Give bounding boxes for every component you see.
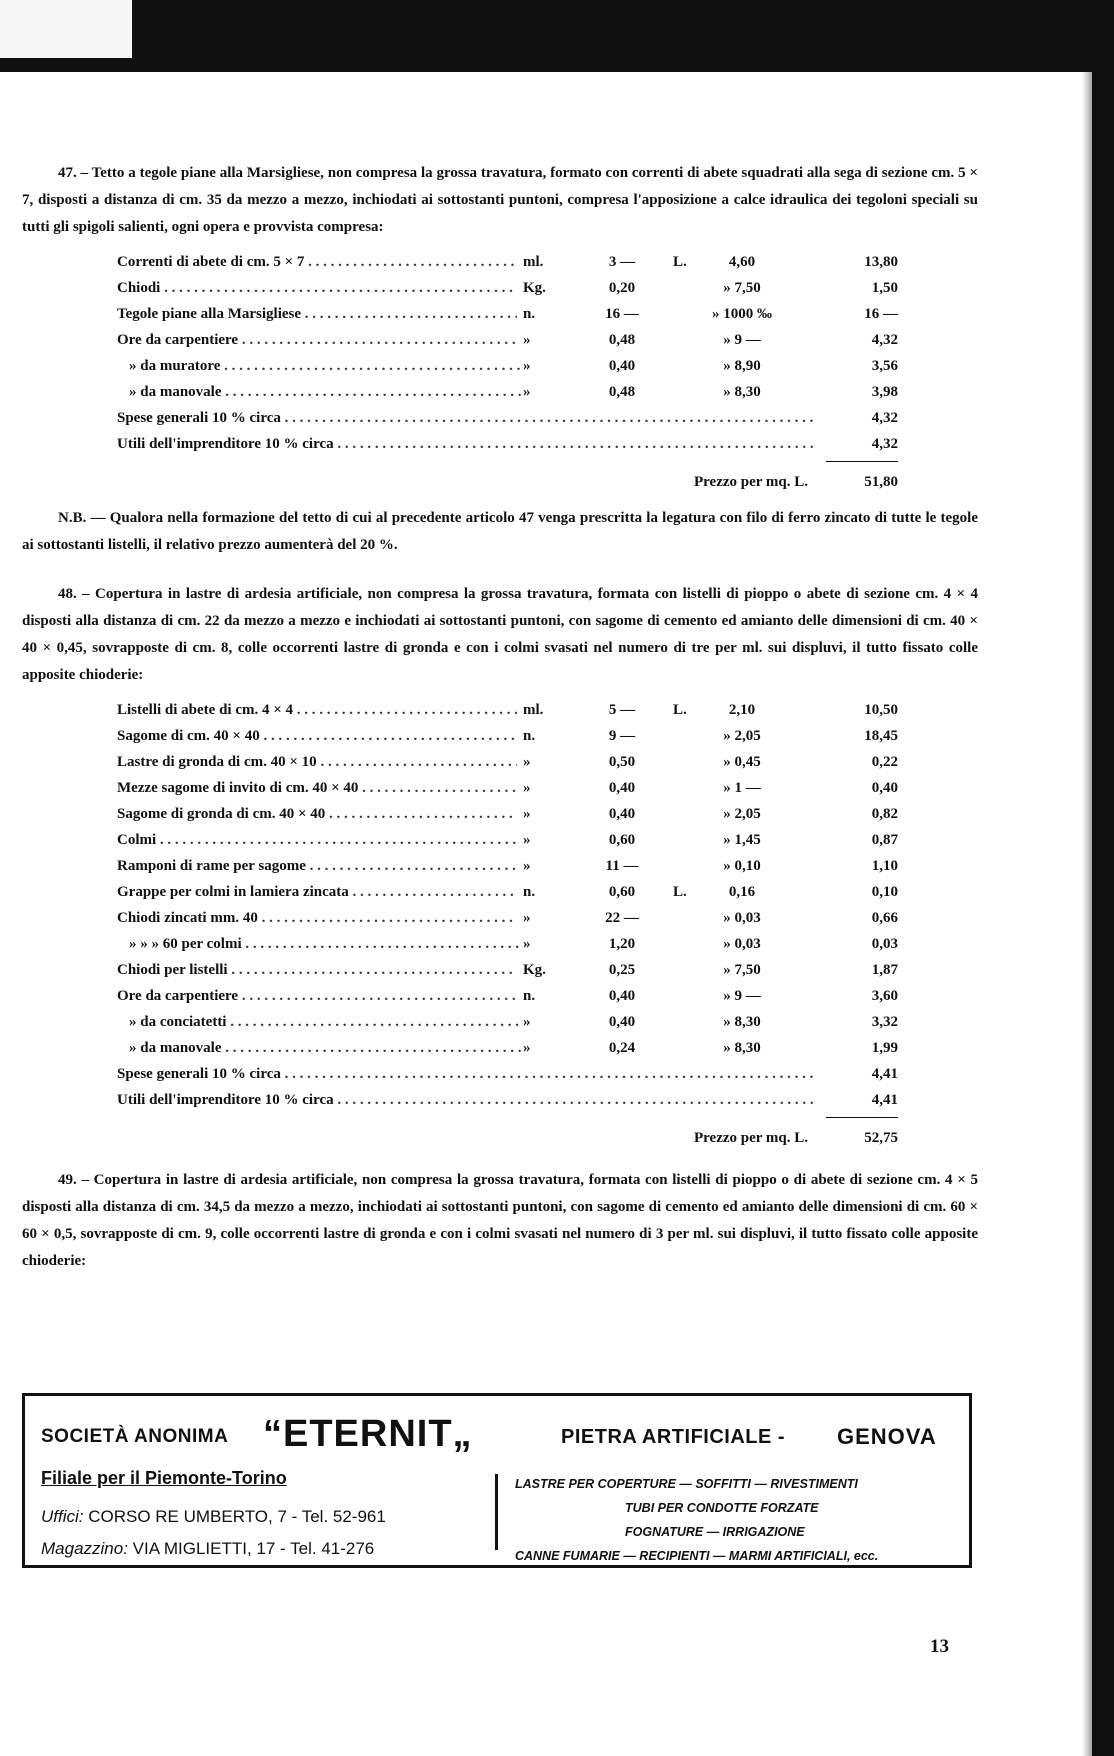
item-amount: 4,32 — [817, 405, 898, 431]
table-row — [117, 327, 898, 353]
item-unit-price: » 1000 ‰ — [697, 301, 787, 327]
item-amount: 0,22 — [817, 749, 898, 775]
total-row — [117, 1123, 898, 1153]
item-unit-price: » 1 — — [697, 775, 787, 801]
item-label: Correnti di abete di cm. 5 × 7 — [117, 254, 305, 270]
section-48-number: 48. — [58, 586, 77, 602]
item-label: Chiodi — [117, 280, 161, 296]
item-quantity: 22 — — [587, 905, 657, 931]
note-label: N.B. — [58, 510, 87, 526]
item-unit-price: » 8,30 — [697, 1009, 787, 1035]
item-amount: 4,41 — [817, 1087, 898, 1113]
ad-society: SOCIETÀ ANONIMA — [41, 1426, 229, 1447]
ad-header — [41, 1413, 959, 1455]
item-unit-price: » 0,45 — [697, 749, 787, 775]
item-amount: 3,32 — [817, 1009, 898, 1035]
item-currency: L. — [673, 879, 693, 905]
item-label: Utili dell'imprenditore 10 % circa — [117, 1092, 334, 1108]
table-row — [117, 379, 898, 405]
item-quantity: 0,48 — [587, 327, 657, 353]
item-amount: 1,10 — [817, 853, 898, 879]
item-quantity: 9 — — [587, 723, 657, 749]
item-unit: n. — [523, 723, 563, 749]
item-label: Sagome di gronda di cm. 40 × 40 — [117, 806, 326, 822]
item-label: » da manovale — [129, 384, 222, 400]
item-unit: n. — [523, 301, 563, 327]
item-label: » da muratore — [129, 358, 221, 374]
ad-city: GENOVA — [837, 1424, 937, 1449]
item-currency: L. — [673, 249, 693, 275]
item-amount: 0,03 — [817, 931, 898, 957]
table-row — [117, 905, 898, 931]
item-unit: Kg. — [523, 957, 563, 983]
item-quantity: 11 — — [587, 853, 657, 879]
item-label: Colmi — [117, 832, 157, 848]
item-amount: 10,50 — [817, 697, 898, 723]
item-quantity: 0,40 — [587, 1009, 657, 1035]
total-row — [117, 467, 898, 497]
section-49-number: 49. — [58, 1172, 77, 1188]
item-unit: » — [523, 749, 563, 775]
item-quantity: 0,48 — [587, 379, 657, 405]
table-row — [117, 1035, 898, 1061]
item-unit: » — [523, 801, 563, 827]
item-quantity: 1,20 — [587, 931, 657, 957]
item-label: Ore da carpentiere — [117, 988, 239, 1004]
table-row — [117, 431, 898, 457]
section-47-description: – Tetto a tegole piane alla Marsigliese, non compresa la grossa travatura, formato con correnti di abete squadrati alla sega di sezione cm. 5 × 7, disposti a distanza di cm. 35 da mezzo a mezzo, inchiodati ai sottostanti puntoni, compresa l'apposizione a calce idraulica dei tegoloni speciali su tutti gli spigoli salienti, ogni opera e provvista compresa: — [22, 165, 978, 235]
item-unit-price: 2,10 — [697, 697, 787, 723]
item-amount: 0,10 — [817, 879, 898, 905]
item-amount: 1,87 — [817, 957, 898, 983]
section-47-text — [22, 160, 978, 241]
item-unit-price: » 8,30 — [697, 379, 787, 405]
item-amount: 13,80 — [817, 249, 898, 275]
table-row — [117, 723, 898, 749]
item-label: Spese generali 10 % circa — [117, 410, 281, 426]
item-unit-price: » 9 — — [697, 983, 787, 1009]
item-quantity: 3 — — [587, 249, 657, 275]
total-label: Prezzo per mq. L. — [693, 1130, 808, 1146]
item-amount: 18,45 — [817, 723, 898, 749]
table-row — [117, 405, 898, 431]
item-unit: » — [523, 1009, 563, 1035]
ad-warehouse-address: VIA MIGLIETTI, 17 - Tel. 41-276 — [127, 1539, 375, 1558]
note-description: — Qualora nella formazione del tetto di cui al precedente articolo 47 venga prescritta la legatura con filo di ferro zincato di tutte le tegole ai sottostanti listelli, il relativo prezzo aumenterà del 20 %. — [22, 510, 978, 553]
ad-offices-label: Uffici: — [41, 1507, 84, 1526]
ad-product-line: FOGNATURE — IRRIGAZIONE — [625, 1525, 805, 1539]
total-value: 51,80 — [864, 474, 898, 490]
section-48-cost-table — [117, 697, 898, 1153]
item-unit: » — [523, 905, 563, 931]
table-row — [117, 275, 898, 301]
item-quantity: 0,50 — [587, 749, 657, 775]
table-row — [117, 697, 898, 723]
ad-branch: Filiale per il Piemonte-Torino — [41, 1468, 287, 1488]
item-amount: 0,40 — [817, 775, 898, 801]
item-amount: 4,32 — [817, 431, 898, 457]
item-label: » da manovale — [129, 1040, 222, 1056]
table-row — [117, 853, 898, 879]
ad-warehouse — [41, 1533, 481, 1565]
item-quantity: 16 — — [587, 301, 657, 327]
table-row — [117, 1009, 898, 1035]
item-unit: » — [523, 379, 563, 405]
item-label: Sagome di cm. 40 × 40 — [117, 728, 260, 744]
item-amount: 3,98 — [817, 379, 898, 405]
item-label: Ramponi di rame per sagome — [117, 858, 306, 874]
note-text — [22, 505, 978, 559]
item-unit-price: » 2,05 — [697, 723, 787, 749]
item-quantity: 0,40 — [587, 801, 657, 827]
table-row — [117, 301, 898, 327]
ad-brand-logo: “ETERNIT„ — [263, 1413, 473, 1455]
section-48-description: – Copertura in lastre di ardesia artificiale, non compresa la grossa travatura, formata con listelli di pioppo o abete di sezione cm. 4 × 4 disposti alla distanza di cm. 22 da mezzo a mezzo e inchiodati ai sottostanti puntoni, con sagome di cemento ed amianto delle dimensioni di cm. 40 × 40 × 0,45, sovrapposte di cm. 8, colle occorrenti lastre di gronda e con i colmi svasati nel numero di tre per ml. sui displuvi, il tutto fissato colle apposite chioderie: — [22, 586, 978, 683]
item-label: Tegole piane alla Marsigliese — [117, 306, 302, 322]
ad-product-line: TUBI PER CONDOTTE FORZATE — [625, 1501, 819, 1515]
item-label: Mezze sagome di invito di cm. 40 × 40 — [117, 780, 359, 796]
item-label: Ore da carpentiere — [117, 332, 239, 348]
table-row — [117, 1087, 898, 1113]
item-quantity: 0,60 — [587, 879, 657, 905]
page-content — [22, 160, 978, 1275]
table-row — [117, 931, 898, 957]
item-label: Chiodi zincati mm. 40 — [117, 910, 258, 926]
item-label: » da conciatetti — [129, 1014, 227, 1030]
table-row — [117, 749, 898, 775]
ad-product: PIETRA ARTIFICIALE - — [561, 1426, 786, 1448]
item-unit: » — [523, 853, 563, 879]
item-unit: » — [523, 827, 563, 853]
ad-offices — [41, 1501, 481, 1533]
item-unit: n. — [523, 983, 563, 1009]
ad-offices-address: CORSO RE UMBERTO, 7 - Tel. 52-961 — [83, 1507, 386, 1526]
table-row — [117, 957, 898, 983]
table-row — [117, 1061, 898, 1087]
item-label: Chiodi per listelli — [117, 962, 228, 978]
item-amount: 1,50 — [817, 275, 898, 301]
item-amount: 4,41 — [817, 1061, 898, 1087]
scan-top-border — [0, 0, 1114, 72]
scan-top-notch — [0, 0, 132, 58]
item-unit: » — [523, 327, 563, 353]
item-quantity: 0,40 — [587, 353, 657, 379]
item-amount: 0,87 — [817, 827, 898, 853]
section-49-description: – Copertura in lastre di ardesia artificiale, non compresa la grossa travatura, formata con listelli di pioppo o di abete di sezione cm. 4 × 5 disposti alla distanza di cm. 34,5 da mezzo a mezzo, inchiodati ai sottostanti puntoni, con sagome di cemento ed amianto delle dimensioni di cm. 60 × 60 × 0,5, sovrapposte di cm. 9, colle occorrenti lastre di gronda e con i colmi svasati nel numero di 3 per ml. sui displuvi, il tutto fissato colle apposite chioderie: — [22, 1172, 978, 1269]
table-row — [117, 249, 898, 275]
item-unit: » — [523, 775, 563, 801]
total-rule — [826, 461, 898, 462]
item-quantity: 0,40 — [587, 983, 657, 1009]
item-unit: » — [523, 931, 563, 957]
item-unit-price: » 0,10 — [697, 853, 787, 879]
scan-right-shadow — [1082, 72, 1092, 1756]
scan-right-border — [1092, 0, 1114, 1756]
table-row — [117, 801, 898, 827]
item-quantity: 0,24 — [587, 1035, 657, 1061]
section-48-text — [22, 581, 978, 689]
item-unit-price: » 0,03 — [697, 905, 787, 931]
ad-product-list — [515, 1472, 955, 1568]
page-number: 13 — [930, 1636, 949, 1657]
table-row — [117, 775, 898, 801]
section-47-number: 47. — [58, 165, 77, 181]
item-unit-price: » 7,50 — [697, 957, 787, 983]
item-unit-price: » 9 — — [697, 327, 787, 353]
item-label: Utili dell'imprenditore 10 % circa — [117, 436, 334, 452]
item-unit-price: » 7,50 — [697, 275, 787, 301]
item-amount: 0,82 — [817, 801, 898, 827]
item-quantity: 0,25 — [587, 957, 657, 983]
item-amount: 16 — — [817, 301, 898, 327]
item-unit: n. — [523, 879, 563, 905]
item-unit: » — [523, 1035, 563, 1061]
item-unit-price: 4,60 — [697, 249, 787, 275]
item-unit: » — [523, 353, 563, 379]
ad-product-line: CANNE FUMARIE — RECIPIENTI — MARMI ARTIFICIALI, ecc. — [515, 1549, 879, 1563]
total-rule — [826, 1117, 898, 1118]
item-amount: 3,56 — [817, 353, 898, 379]
item-quantity: 0,40 — [587, 775, 657, 801]
item-currency: L. — [673, 697, 693, 723]
item-unit-price: » 8,30 — [697, 1035, 787, 1061]
section-49-text — [22, 1167, 978, 1275]
ad-warehouse-label: Magazzino: — [41, 1539, 128, 1558]
item-amount: 4,32 — [817, 327, 898, 353]
section-47-cost-table — [117, 249, 898, 497]
total-label: Prezzo per mq. L. — [693, 474, 808, 490]
table-row — [117, 353, 898, 379]
item-label: » » » 60 per colmi — [129, 936, 242, 952]
item-unit-price: 0,16 — [697, 879, 787, 905]
item-unit-price: » 2,05 — [697, 801, 787, 827]
item-amount: 3,60 — [817, 983, 898, 1009]
item-unit: Kg. — [523, 275, 563, 301]
ad-product-line: LASTRE PER COPERTURE — SOFFITTI — RIVESTIMENTI — [515, 1477, 858, 1491]
item-label: Spese generali 10 % circa — [117, 1066, 281, 1082]
item-label: Grappe per colmi in lamiera zincata — [117, 884, 349, 900]
item-unit: ml. — [523, 249, 563, 275]
item-unit: ml. — [523, 697, 563, 723]
item-unit-price: » 1,45 — [697, 827, 787, 853]
ad-branch-info — [41, 1468, 481, 1565]
table-row — [117, 879, 898, 905]
eternit-advertisement — [22, 1393, 972, 1568]
item-amount: 0,66 — [817, 905, 898, 931]
item-quantity: 0,20 — [587, 275, 657, 301]
total-value: 52,75 — [864, 1130, 898, 1146]
item-amount: 1,99 — [817, 1035, 898, 1061]
item-label: Lastre di gronda di cm. 40 × 10 — [117, 754, 317, 770]
item-quantity: 0,60 — [587, 827, 657, 853]
table-row — [117, 827, 898, 853]
item-unit-price: » 0,03 — [697, 931, 787, 957]
ad-divider — [495, 1474, 498, 1550]
table-row — [117, 983, 898, 1009]
item-unit-price: » 8,90 — [697, 353, 787, 379]
item-label: Listelli di abete di cm. 4 × 4 — [117, 702, 294, 718]
item-quantity: 5 — — [587, 697, 657, 723]
